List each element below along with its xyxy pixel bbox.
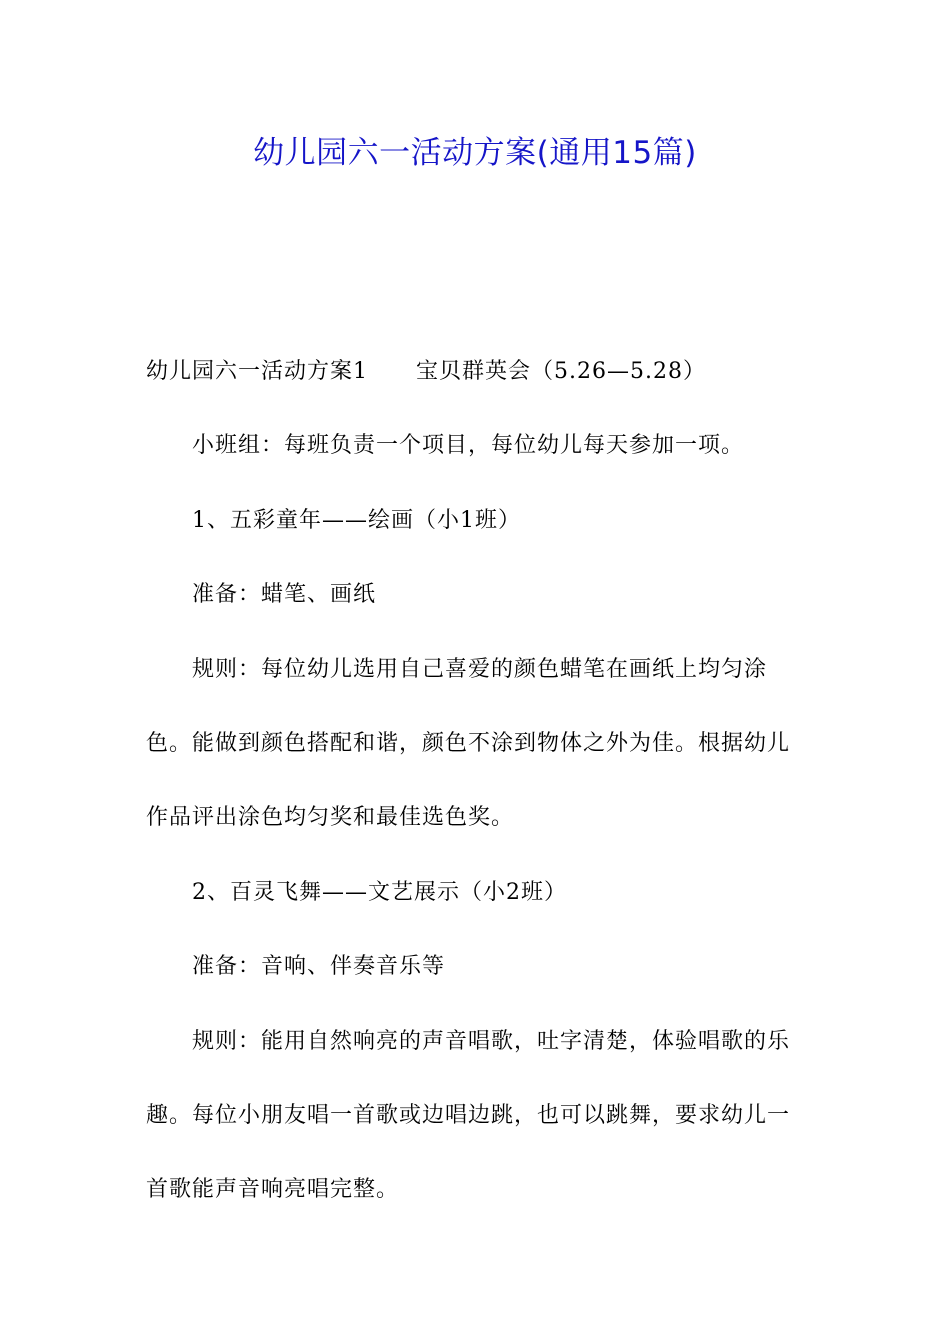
- paragraph-item-2-rules: 规则：能用自然响亮的声音唱歌，吐字清楚，体验唱歌的乐趣。每位小朋友唱一首歌或边唱边跳，也可以跳舞，要求幼儿一首歌能声音响亮唱完整。: [146, 1028, 791, 1203]
- section-heading: 幼儿园六一活动方案1: [146, 359, 368, 384]
- paragraph-item-1-title: 1、五彩童年——绘画（小1班）: [192, 507, 521, 533]
- document-body: [146, 335, 806, 1228]
- paragraph-item-2-prep: 准备：音响、伴奏音乐等: [192, 954, 446, 980]
- paragraph-class-group: 小班组：每班负责一个项目，每位幼儿每天参加一项。: [192, 433, 745, 459]
- paragraph-item-2-title: 2、百灵飞舞——文艺展示（小2班）: [192, 879, 567, 905]
- section-heading-line: [146, 335, 806, 409]
- paragraph-item-1-rules: 规则：每位幼儿选用自己喜爱的颜色蜡笔在画纸上均匀涂色。能做到颜色搭配和谐，颜色不涂到物体之外为佳。根据幼儿作品评出涂色均匀奖和最佳选色奖。: [146, 656, 791, 831]
- paragraph-item-1-prep: 准备：蜡笔、画纸: [192, 582, 377, 608]
- section-event: 宝贝群英会（5.26—5.28）: [416, 359, 706, 384]
- document-title: 幼儿园六一活动方案(通用15篇): [253, 135, 697, 171]
